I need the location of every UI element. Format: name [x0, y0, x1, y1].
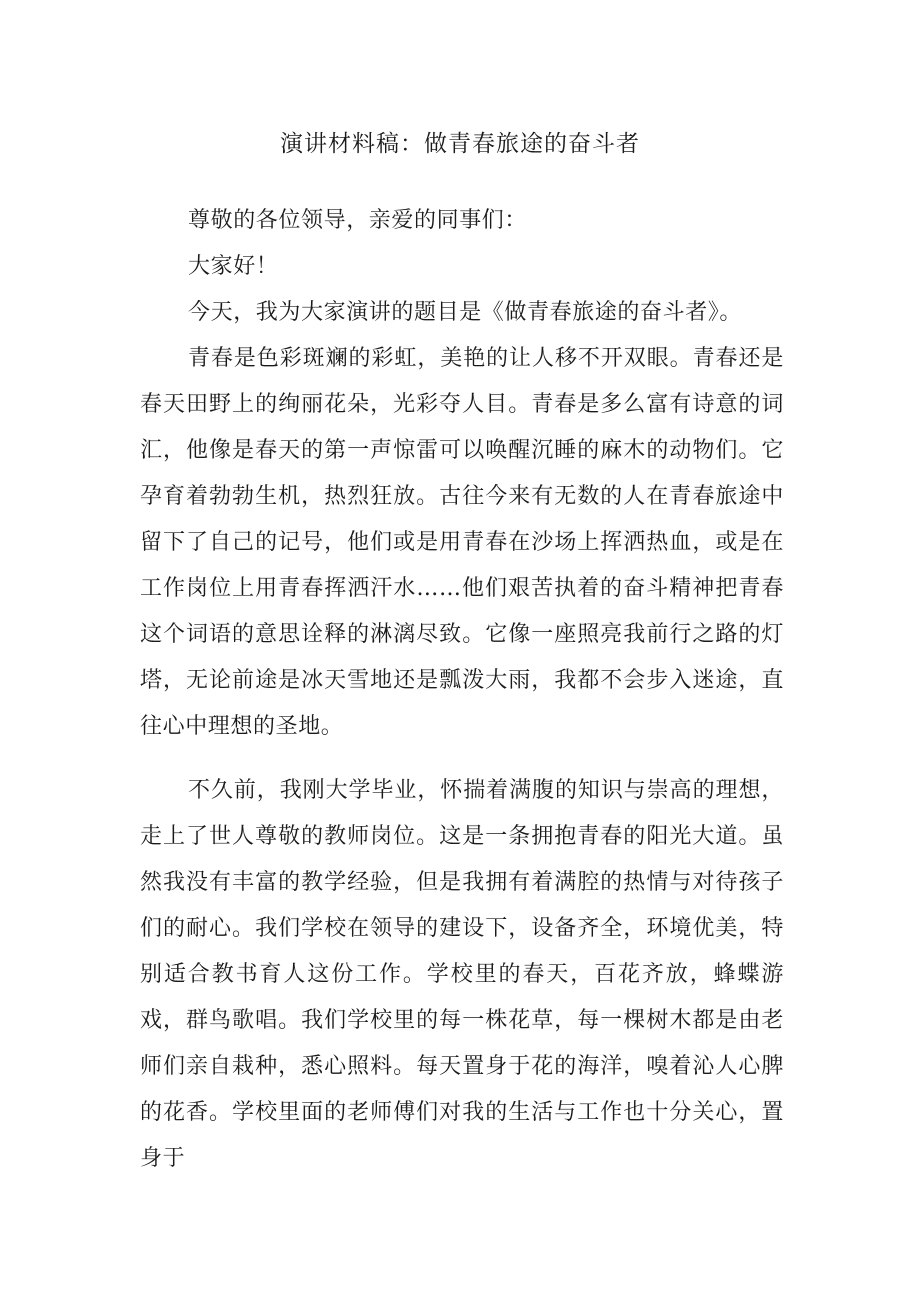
document-body	[140, 198, 784, 1182]
salutation-paragraph: 尊敬的各位领导，亲爱的同事们：	[188, 208, 528, 233]
topic-paragraph: 今天，我为大家演讲的题目是《做青春旅途的奋斗者》。	[188, 300, 743, 325]
document-title: 演讲材料稿：做青春旅途的奋斗者	[280, 131, 640, 157]
career-paragraph: 不久前，我刚大学毕业，怀揣着满腹的知识与崇高的理想，走上了世人尊敬的教师岗位。这是一条拥抱青春的阳光大道。虽然我没有丰富的教学经验，但是我拥有着满腔的热情与对待孩子们的耐心。我们学校在领导的建设下，设备齐全，环境优美，特别适合教书育人这份工作。学校里的春天，百花齐放，蜂蝶游戏，群鸟歌唱。我们学校里的每一株花草，每一棵树木都是由老师们亲自栽种，悉心照料。每天置身于花的海洋，嗅着沁人心脾的花香。学校里面的老师傅们对我的生活与工作也十分关心，置身于	[140, 778, 784, 1171]
greeting-paragraph: 大家好！	[188, 254, 279, 279]
youth-paragraph: 青春是色彩斑斓的彩虹，美艳的让人移不开双眼。青春还是春天田野上的绚丽花朵，光彩夺人目。青春是多么富有诗意的词汇，他像是春天的第一声惊雷可以唤醒沉睡的麻木的动物们。它孕育着勃勃生机，热烈狂放。古往今来有无数的人在青春旅途中留下了自己的记号，他们或是用青春在沙场上挥洒热血，或是在工作岗位上用青春挥洒汗水……他们艰苦执着的奋斗精神把青春这个词语的意思诠释的淋漓尽致。它像一座照亮我前行之路的灯塔，无论前途是冰天雪地还是瓢泼大雨，我都不会步入迷途，直往心中理想的圣地。	[140, 346, 784, 739]
